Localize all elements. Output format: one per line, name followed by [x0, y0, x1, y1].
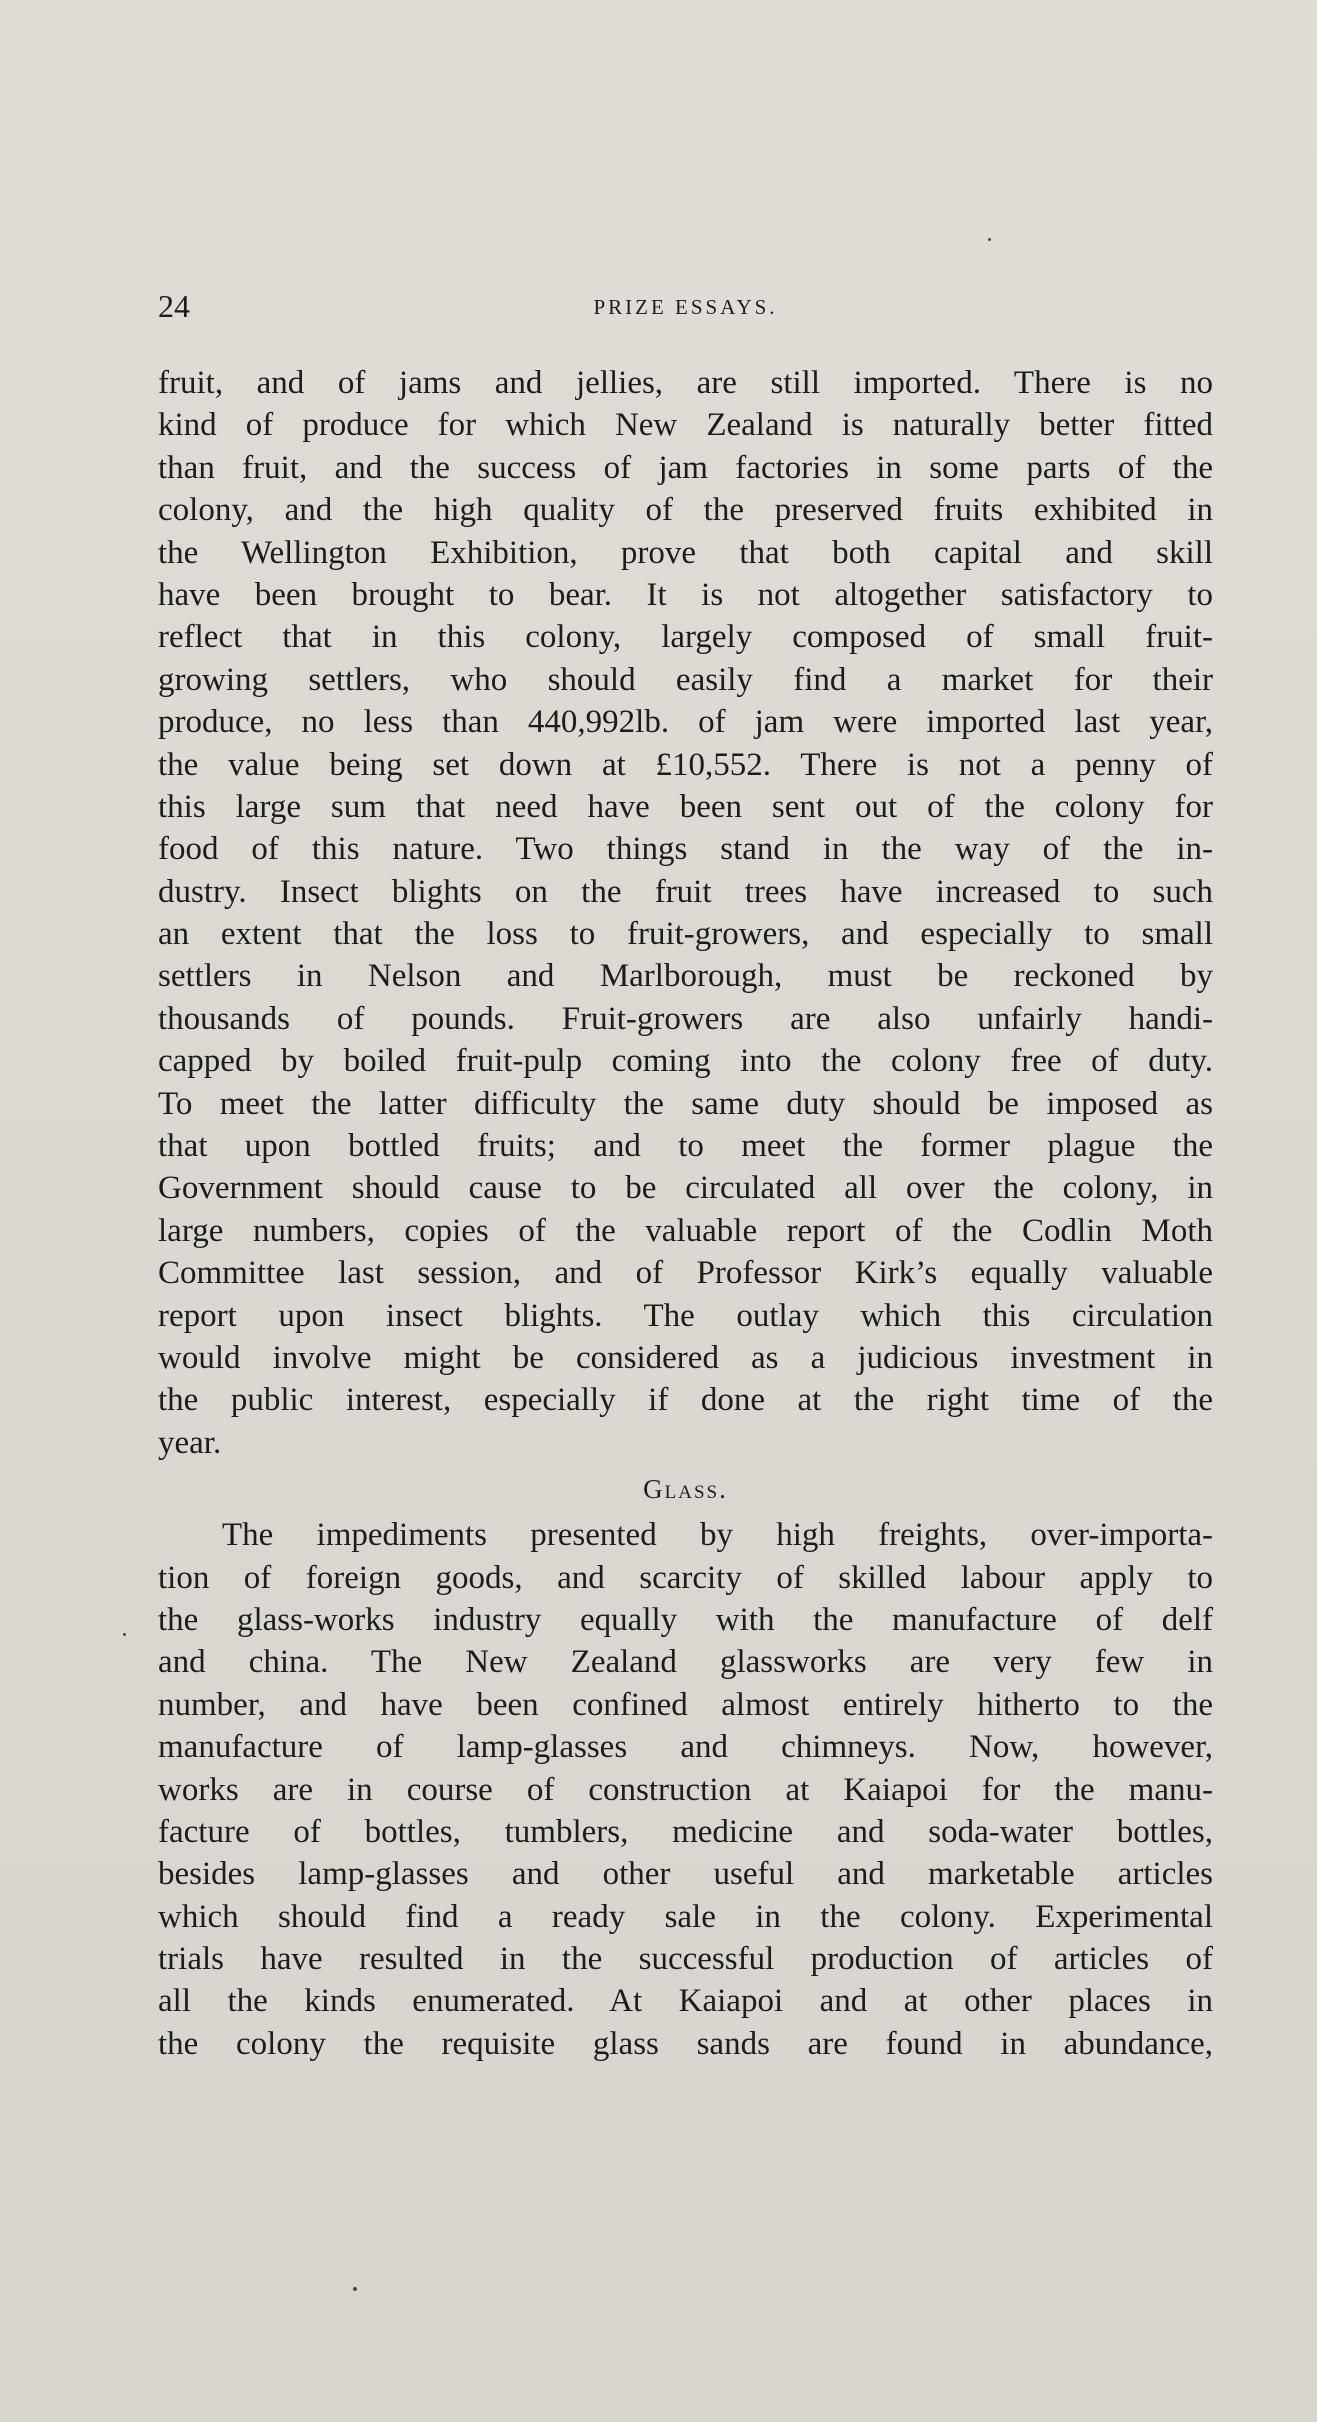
text-line: report upon insect blights. The outlay which this circulation — [158, 1297, 1213, 1334]
text-line: settlers in Nelson and Marlborough, must be reckoned by — [158, 958, 1213, 995]
text-line: this large sum that need have been sent out of the colony for — [158, 788, 1213, 825]
text-line: Government should cause to be circulated all over the colony, in — [158, 1170, 1213, 1207]
text-line: manufacture of lamp-glasses and chimneys. Now, however, — [158, 1729, 1213, 1766]
text-line: the colony the requisite glass sands are found in abundance, — [158, 2025, 1213, 2062]
text-line: The impediments presented by high freights, over-importa- — [222, 1517, 1213, 1554]
text-line: and china. The New Zealand glassworks are very few in — [158, 1644, 1213, 1681]
running-title: PRIZE ESSAYS. — [593, 295, 778, 319]
text-line: kind of produce for which New Zealand is naturally better fitted — [158, 407, 1213, 444]
text-line: besides lamp-glasses and other useful and marketable articles — [158, 1856, 1213, 1893]
text-line: an extent that the loss to fruit-growers, and especially to small — [158, 916, 1213, 953]
paper-speck — [988, 238, 991, 241]
text-line: thousands of pounds. Fruit-growers are also unfairly handi- — [158, 1000, 1213, 1037]
text-line: than fruit, and the success of jam factories in some parts of the — [158, 449, 1213, 486]
text-line: the public interest, especially if done at the right time of the — [158, 1382, 1213, 1419]
running-head — [158, 288, 1213, 324]
text-line: works are in course of construction at Kaiapoi for the manu- — [158, 1771, 1213, 1808]
text-line: Committee last session, and of Professor Kirk’s equally valuable — [158, 1255, 1213, 1292]
text-line: tion of foreign goods, and scarcity of skilled labour apply to — [158, 1559, 1213, 1596]
text-line: have been brought to bear. It is not altogether satisfactory to — [158, 576, 1213, 613]
text-line: which should find a ready sale in the colony. Experimental — [158, 1898, 1213, 1935]
text-line: the glass-works industry equally with the manufacture of delf — [158, 1601, 1213, 1638]
text-line: number, and have been confined almost entirely hitherto to the — [158, 1686, 1213, 1723]
text-line: that upon bottled fruits; and to meet the former plague the — [158, 1128, 1213, 1165]
body-text — [158, 362, 1213, 2065]
text-line: facture of bottles, tumblers, medicine and soda-water bottles, — [158, 1813, 1213, 1850]
text-line: reflect that in this colony, largely composed of small fruit- — [158, 619, 1213, 656]
paper-speck — [123, 1633, 126, 1636]
text-line: would involve might be considered as a judicious investment in — [158, 1339, 1213, 1376]
text-line: food of this nature. Two things stand in the way of the in- — [158, 831, 1213, 868]
paragraph-fruit — [158, 362, 1213, 1464]
paragraph-glass — [158, 1514, 1213, 2065]
text-line: year. — [158, 1424, 222, 1461]
text-line: dustry. Insect blights on the fruit trees have increased to such — [158, 873, 1213, 910]
page-number: 24 — [158, 288, 190, 324]
text-line: produce, no less than 440,992lb. of jam were imported last year, — [158, 704, 1213, 741]
text-line: capped by boiled fruit-pulp coming into the colony free of duty. — [158, 1043, 1213, 1080]
text-line: the Wellington Exhibition, prove that both capital and skill — [158, 534, 1213, 571]
text-line: all the kinds enumerated. At Kaiapoi and at other places in — [158, 1983, 1213, 2020]
text-line: growing settlers, who should easily find a market for their — [158, 661, 1213, 698]
text-line: the value being set down at £10,552. There is not a penny of — [158, 746, 1213, 783]
text-line: To meet the latter difficulty the same duty should be imposed as — [158, 1085, 1213, 1122]
paper-speck — [353, 2287, 357, 2291]
text-line: fruit, and of jams and jellies, are still imported. There is no — [158, 365, 1213, 401]
text-line: trials have resulted in the successful production of articles of — [158, 1941, 1213, 1978]
section-heading: Glass. — [643, 1474, 728, 1505]
text-line: colony, and the high quality of the preserved fruits exhibited in — [158, 492, 1213, 529]
text-line: large numbers, copies of the valuable report of the Codlin Moth — [158, 1212, 1213, 1249]
